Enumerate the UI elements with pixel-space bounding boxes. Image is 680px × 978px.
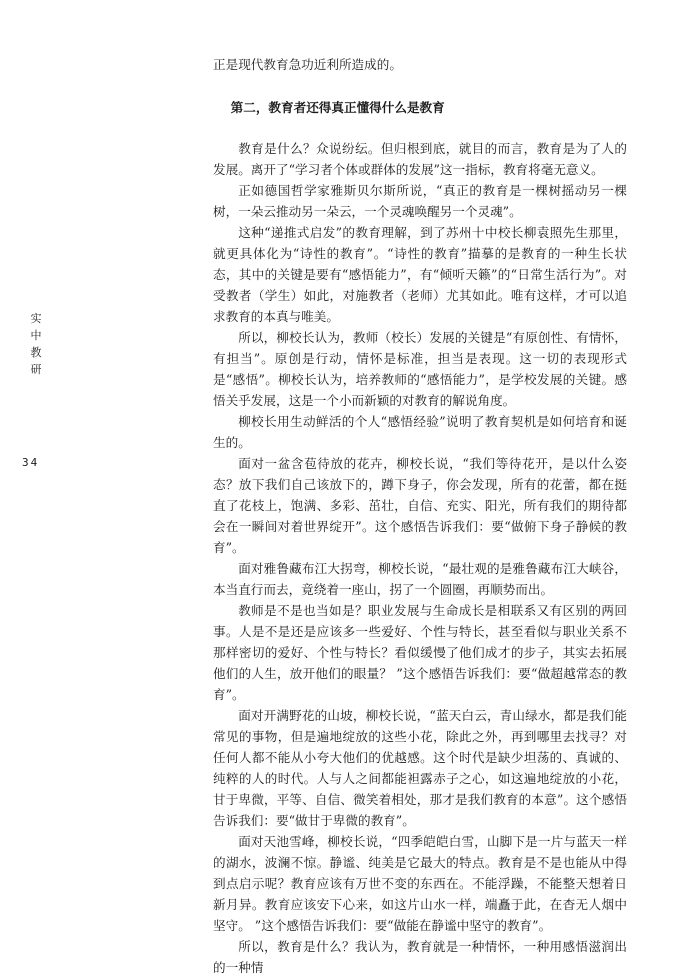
paragraph: 面对天池雪峰，柳校长说，“四季皑皑白雪，山脚下是一片与蓝天一样的湖水，波澜不惊。静谧、纯美是它最大的特点。教育是不是也能从中得到点启示呢？教育应该有万世不变的东西在。不能浮躁，不能整天想着日新月异。教育应该安下心来，如这片山水一样，端矗于此，在杳无人烟中坚守。 ”这个感悟告诉我们：要“做能在静谧中坚守的教育”。 bbox=[213, 834, 627, 933]
paragraph: 教育是什么？众说纷纭。但归根到底，就目的而言，教育是为了人的发展。离开了“学习者个体或群体的发展”这一指标，教育将毫无意义。 bbox=[213, 141, 627, 177]
section-heading: 第二，教育者还得真正懂得什么是教育 bbox=[230, 100, 445, 115]
article-body bbox=[213, 54, 627, 978]
side-label-char: 实 bbox=[30, 312, 42, 325]
page-number: 34 bbox=[22, 456, 40, 469]
paragraph: 面对雅鲁藏布江大拐弯，柳校长说，“最壮观的是雅鲁藏布江大峡谷，本当直行而去，竟绕着一座山，拐了一个圆圈，再顺势而出。 bbox=[213, 561, 627, 597]
side-label-char: 教 bbox=[30, 346, 42, 359]
side-journal-label bbox=[28, 310, 44, 378]
paragraph: 这种“递推式启发”的教育理解，到了苏州十中校长柳袁照先生那里，就更具体化为“诗性的教育”。“诗性的教育”描摹的是教育的一种生长状态，其中的关键是要有“感悟能力”，有“倾听天籁”的“日常生活行为”。对受教者（学生）如此，对施教者（老师）尤其如此。唯有这样，才可以追求教育的本真与唯美。 bbox=[213, 225, 627, 324]
side-label-char: 研 bbox=[30, 363, 42, 376]
lead-line: 正是现代教育急功近利所造成的。 bbox=[213, 57, 402, 72]
paragraph: 所以，柳校长认为，教师（校长）发展的关键是“有原创性、有情怀，有担当”。原创是行动，情怀是标准，担当是表现。这一切的表现形式是“感悟”。柳校长认为，培养教师的“感悟能力”，是学校发展的关键。感悟关乎发展，这是一个小而新颖的对教育的解说角度。 bbox=[213, 330, 627, 408]
paragraph: 正如德国哲学家雅斯贝尔斯所说，“真正的教育是一棵树摇动另一棵树，一朵云推动另一朵云，一个灵魂唤醒另一个灵魂”。 bbox=[213, 183, 627, 219]
paragraph: 柳校长用生动鲜活的个人“感悟经验”说明了教育契机是如何培育和诞生的。 bbox=[213, 414, 627, 450]
paragraph: 面对开满野花的山坡，柳校长说，“蓝天白云，青山绿水，都是我们能常见的事物，但是遍地绽放的这些小花，除此之外，再到哪里去找寻？对任何人都不能从小夸大他们的优越感。这个时代是缺少坦荡的、真诚的、纯粹的人的时代。人与人之间都能袒露赤子之心，如这遍地绽放的小花，甘于卑微，平等、自信、微笑着相处，那才是我们教育的本意”。这个感悟告诉我们：要“做甘于卑微的教育”。 bbox=[213, 708, 627, 828]
paragraph: 教师是不是也当如是？职业发展与生命成长是相联系又有区别的两回事。人是不是还是应该多一些爱好、个性与特长，甚至看似与职业关系不那样密切的爱好、个性与特长？看似缓慢了他们成才的步子，其实去拓展他们的人生，放开他们的眼量？ ”这个感悟告诉我们：要“做超越常态的教育”。 bbox=[213, 603, 627, 702]
paragraph: 面对一盆含苞待放的花卉，柳校长说，“我们等待花开，是以什么姿态？放下我们自己该放下的，蹲下身子，你会发现，所有的花蕾，都在挺直了花枝上，饱满、多彩、茁壮，自信、充实、阳光，所有我们的期待都会在一瞬间对着世界绽开”。这个感悟告诉我们：要“做俯下身子静候的教育”。 bbox=[213, 456, 627, 555]
side-label-char: 中 bbox=[30, 329, 42, 342]
paragraph: 所以，教育是什么？我认为，教育就是一种情怀，一种用感悟滋润出的一种情 bbox=[213, 939, 627, 975]
